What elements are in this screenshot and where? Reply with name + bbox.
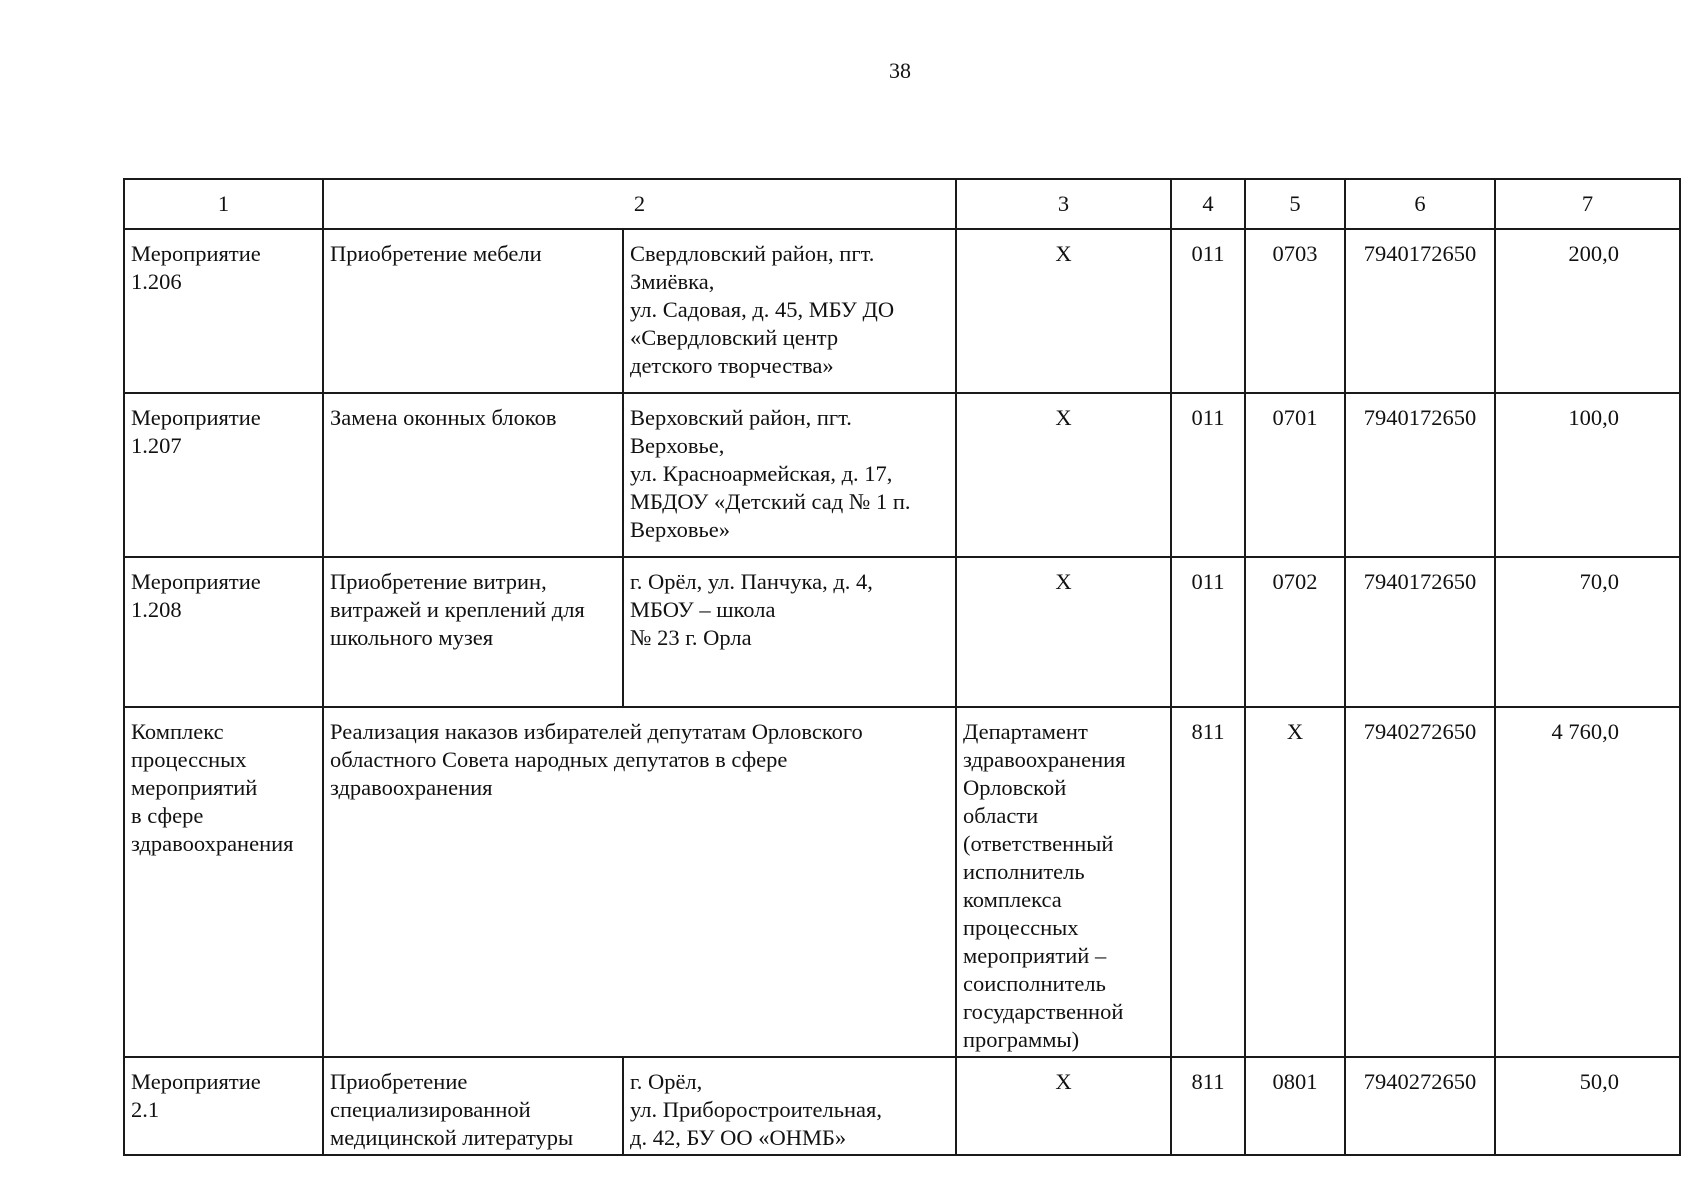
header-cell-5: 5 [1245,179,1345,229]
item-col5: 0702 [1245,557,1345,707]
item-col4: 011 [1171,393,1245,557]
item-col4: 811 [1171,1057,1245,1155]
item-name: Мероприятие 1.208 [124,557,323,707]
item-col6: 7940172650 [1345,557,1495,707]
item-address: Свердловский район, пгт. Змиёвка, ул. Садовая, д. 45, МБУ ДО «Свердловский центр детского творчества» [623,229,956,393]
item-name: Комплекс процессных мероприятий в сфере здравоохранения [124,707,323,1057]
item-address: г. Орёл, ул. Приборостроительная, д. 42, БУ ОО «ОНМБ» [623,1057,956,1155]
table-row [124,1057,1680,1155]
item-action: Приобретение мебели [323,229,623,393]
item-action: Приобретение специализированной медицинской литературы [323,1057,623,1155]
item-action: Реализация наказов избирателей депутатам Орловского областного Совета народных депутатов в сфере здравоохранения [323,707,956,1057]
item-col4: 011 [1171,229,1245,393]
item-col4: 011 [1171,557,1245,707]
item-col6: 7940272650 [1345,707,1495,1057]
item-col7: 50,0 [1495,1057,1680,1155]
item-col7: 70,0 [1495,557,1680,707]
item-col7: 100,0 [1495,393,1680,557]
item-col7: 200,0 [1495,229,1680,393]
item-col7: 4 760,0 [1495,707,1680,1057]
table-row [124,393,1680,557]
item-executor: Х [956,1057,1171,1155]
item-action: Замена оконных блоков [323,393,623,557]
header-row [124,179,1680,229]
budget-table [123,178,1681,1156]
item-col5: 0703 [1245,229,1345,393]
item-col6: 7940172650 [1345,393,1495,557]
item-col4: 811 [1171,707,1245,1057]
item-executor: Х [956,393,1171,557]
item-executor: Х [956,229,1171,393]
item-col5: 0701 [1245,393,1345,557]
item-col5: 0801 [1245,1057,1345,1155]
item-action: Приобретение витрин, витражей и креплений для школьного музея [323,557,623,707]
item-col6: 7940272650 [1345,1057,1495,1155]
header-cell-6: 6 [1345,179,1495,229]
item-name: Мероприятие 1.207 [124,393,323,557]
item-address: Верховский район, пгт. Верховье, ул. Красноармейская, д. 17, МБДОУ «Детский сад № 1 п. Верховье» [623,393,956,557]
header-cell-4: 4 [1171,179,1245,229]
header-cell-3: 3 [956,179,1171,229]
item-col5: Х [1245,707,1345,1057]
item-name: Мероприятие 1.206 [124,229,323,393]
table-row [124,229,1680,393]
page-number: 38 [889,58,911,83]
header-cell-2: 2 [323,179,956,229]
item-executor: Х [956,557,1171,707]
table-row [124,557,1680,707]
item-name: Мероприятие 2.1 [124,1057,323,1155]
table-row [124,707,1680,1057]
header-cell-7: 7 [1495,179,1680,229]
item-executor: Департамент здравоохранения Орловской области (ответственный исполнитель комплекса процессных мероприятий – соисполнитель государственной программы) [956,707,1171,1057]
item-address: г. Орёл, ул. Панчука, д. 4, МБОУ – школа № 23 г. Орла [623,557,956,707]
item-col6: 7940172650 [1345,229,1495,393]
header-cell-1: 1 [124,179,323,229]
